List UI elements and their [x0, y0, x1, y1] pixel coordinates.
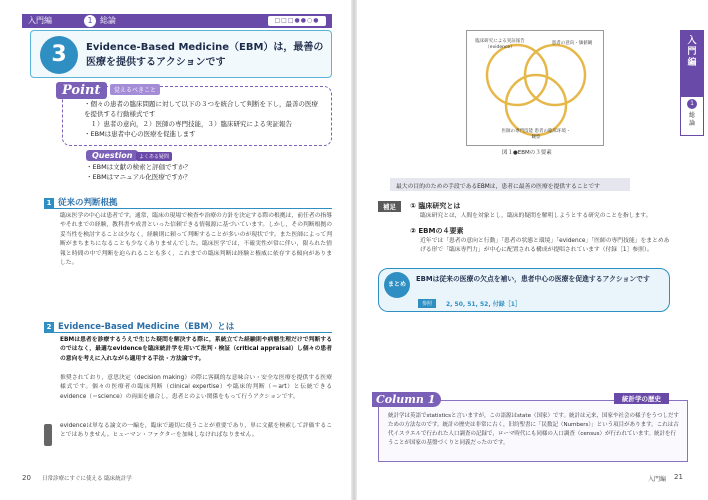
goal-text: 最大の目的のための手段であるEBMは，患者に最善の医療を提供することです [396, 184, 600, 190]
reference-value: 2, 50, 51, 52, 付録［1］ [446, 301, 521, 308]
section-2-bold-body: EBMは患者を診療するうえで生じた疑問を解決する際に，系統立てた経験則や病態生理だけで判断するのではなく，最適なevidenceを臨床統計学を用いて批判・検証（critical appraisal）し個々の患者の意向を考えに入れながら適用する手法・方法論です。 [60, 337, 332, 362]
supplement-2-title: ② EBMの４要素 [410, 227, 464, 235]
point-item: １）患者の意向，２）医師の専門技能，３）臨床研究による実証報告 [84, 120, 292, 128]
difficulty-indicator: □□□●●○● [268, 16, 326, 26]
section-2-number: 2 [44, 322, 54, 332]
question-subtitle: よくある疑問 [136, 152, 172, 161]
point-item: ・個々の患者の臨床問題に対して以下の３つを統合して判断を下し，最善の医療を提供する行動様式です [84, 100, 318, 118]
column-body: 統計学は英語でstatisticsと言いますが，この語源はstate（国家）です。統計は元来，国家や社会の様子をうつしだすための方法なのです。統計の歴史は非常に古く，旧約聖書に「民数記（Numbers）」という項目があります。これは古代イスラエルで行われた人口調査の記録で，ローマ時代にも同様の人口調査（census）が行われています。統計を行うことが国家の基盤づくりと同義だったのです。 [388, 413, 680, 446]
section-1-rule [44, 208, 332, 209]
footer-label: 入門編 [648, 476, 667, 483]
section-2-body-2: evidenceは単なる論文の一編を，臨床で適切に使うことが重要であり，単に文献を検索して評価することではありません。ヒューマン・ファクターを加味しなければなりません。 [60, 423, 332, 439]
supplement-2-body: 近年では「患者の意向と行動」「患者の状態と環境」「evidence」「医師の専門技能」をまとめあげる形で「臨床専門力」が中心に配置される構成が提唱されています（付録［1］参照）。 [420, 238, 670, 254]
reference-label: 参照 [418, 299, 436, 308]
section-2-title: Evidence-Based Medicine（EBM）とは [58, 322, 235, 332]
column-number: 1 [427, 393, 436, 406]
section-name: 総論 [100, 16, 116, 25]
page-number: 20 [22, 474, 31, 482]
figure-caption: 図１●EBMの３要素 [502, 150, 552, 156]
supplement-1-body: 臨床研究とは，人間を対象とし，臨床的疑問を解明しようとする研究のことを指します。 [420, 213, 652, 219]
supplement-1-title: ① 臨床研究とは [410, 202, 461, 210]
page-title: Evidence-Based Medicine（EBM）は，最善の医療を提供するアクションです [86, 42, 324, 68]
point-list [84, 99, 324, 139]
section-1-body: 臨床医学の中心は患者です。通常，臨床の現場で検査や治療の方針を決定する際の根拠は，前任者の指導やそれまでの経験，教科書や成書といった信頼できる情報源に基づいています。しかし，その判断根拠の妥当性を検討することは少なく，経験則に頼って判断することが多いのが現状です。また医師によって判断がまちまちになることも少なくありませんでした。臨床医学では，不確実性が常に伴い，限られた情報と時間の中で判断を迫られることも多く，これまでの臨床判断は経験と権威に依存する傾向がありました。 [60, 213, 332, 267]
pen-icon [44, 424, 52, 446]
chapter-number: 1 [84, 15, 96, 27]
summary-text: EBMは従来の医療の欠点を補い，患者中心の医療を促進するアクションです [416, 275, 650, 283]
side-tab-number: 1 [687, 99, 697, 109]
venn-label-evidence: 臨床研究による実証報告（evidence） [475, 39, 525, 50]
supplement-badge: 補足 [378, 201, 401, 212]
column-tag-label: Column [376, 393, 424, 406]
summary-badge: まとめ [384, 272, 410, 298]
side-tab-layer [356, 0, 708, 500]
book-title: 日常診療にすぐに使える 臨床統計学 [42, 476, 132, 482]
question-item: ・EBMはマニュアル化医療ですか？ [86, 173, 191, 181]
side-tab-label: 入門編 [687, 36, 697, 68]
column-title: 統計学の歴史 [614, 393, 669, 404]
question-item: ・EBMは文献の検索と評価ですか？ [86, 163, 192, 171]
chapter-tag: 入門編 [28, 16, 52, 25]
title-number: 3 [40, 36, 78, 74]
section-1-heading [44, 196, 118, 208]
page-number: 21 [674, 473, 683, 481]
side-tab-section-name: 総論 [688, 112, 695, 127]
left-page [0, 0, 352, 500]
section-1-title: 従来の判断根拠 [58, 198, 118, 208]
point-subtitle: 覚えるべきこと [110, 84, 160, 95]
point-badge: Point [56, 82, 107, 99]
venn-label-patient: 患者の意向・価値観 [551, 41, 593, 46]
point-item: ・EBMは患者中心の医療を促進します [84, 130, 196, 138]
chapter-header [22, 14, 332, 28]
question-badge: Question [86, 150, 138, 161]
section-1-number: 1 [44, 198, 54, 208]
question-list [86, 162, 316, 182]
section-2-heading [44, 320, 234, 332]
section-2-body: 推奨されており，意思決定（decision making）の際に客観的な意味合い・安全な医療を提供する医療様式です。個々の医療者の臨床判断（clinical expertise）や臨床的判断（＝art）と伝統できるevidence（＝science）の両面を融合し，患者とのよい関係をもって行うアクションです。 [60, 375, 332, 400]
section-2-rule [44, 332, 332, 333]
venn-label-expertise: 医師の専門技能 患者の臨床环境・観察 [501, 129, 571, 140]
